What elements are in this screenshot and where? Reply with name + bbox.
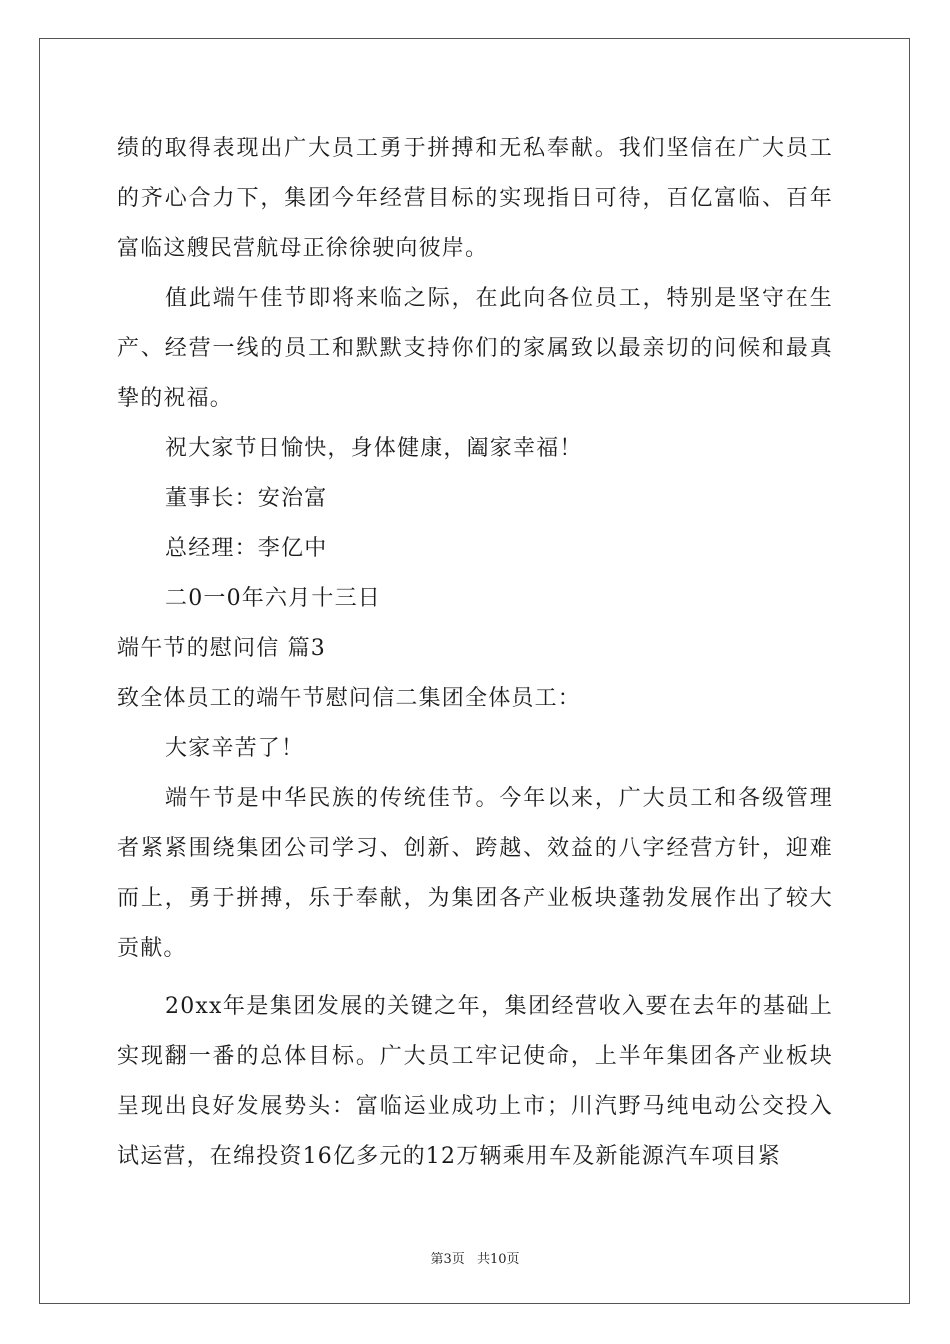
page-footer [0,1248,950,1267]
letter-salutation: 致全体员工的端午节慰问信二集团全体员工： [117,686,582,711]
page-total: 共10页 [476,1252,520,1267]
document-body [117,124,833,1182]
paragraph-wishes: 祝大家节日愉快，身体健康，阖家幸福！ [165,436,583,461]
signature-chairman: 董事长：安治富 [165,486,328,511]
paragraph-continued: 绩的取得表现出广大员工勇于拼搏和无私奉献。我们坚信在广大员工的齐心合力下，集团今年经营目标的实现指日可待，百亿富临、百年富临这艘民营航母正徐徐驶向彼岸。 [117,136,833,261]
page-number: 第3页 [430,1252,465,1267]
paragraph-festival: 端午节是中华民族的传统佳节。今年以来，广大员工和各级管理者紧紧围绕集团公司学习、创新、跨越、效益的八字经营方针，迎难而上，勇于拼搏，乐于奉献，为集团各产业板块蓬勃发展作出了较大贡献。 [117,786,833,961]
signature-manager: 总经理：李亿中 [165,536,328,561]
paragraph-opening: 大家辛苦了！ [165,736,305,761]
letter-date: 二0一0年六月十三日 [165,586,381,611]
paragraph-greeting: 值此端午佳节即将来临之际，在此向各位员工，特别是坚守在生产、经营一线的员工和默默支持你们的家属致以最亲切的问候和最真挚的祝福。 [117,286,833,411]
paragraph-goals: 20xx年是集团发展的关键之年，集团经营收入要在去年的基础上实现翻一番的总体目标。广大员工牢记使命，上半年集团各产业板块呈现出良好发展势头：富临运业成功上市；川汽野马纯电动公交投入试运营，在绵投资16亿多元的12万辆乘用车及新能源汽车项目紧 [117,994,833,1169]
section-title: 端午节的慰问信 篇3 [117,636,326,661]
